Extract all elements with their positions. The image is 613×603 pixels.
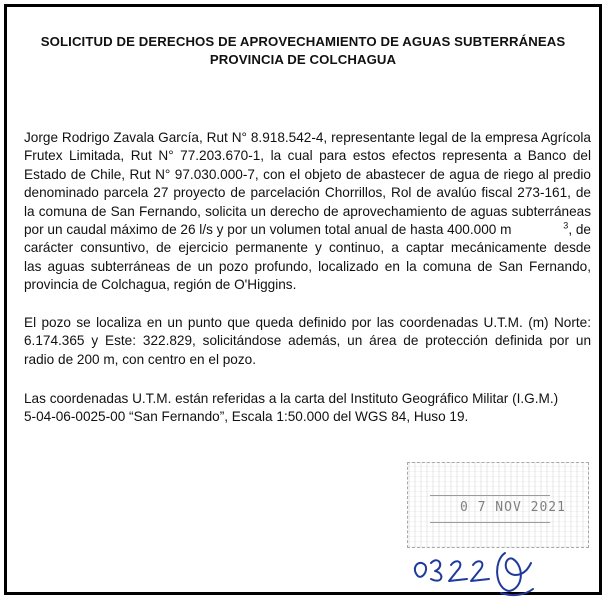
paragraph-line: Frutex Limitada, Rut N° 77.203.670-1, la cual para estos efectos representa a Banco del (24, 148, 591, 164)
handwritten-signature (409, 545, 539, 599)
stamp-date-band (430, 495, 566, 523)
paragraph-line: Jorge Rodrigo Zavala García, Rut N° 8.918.542-4, representante legal de la empresa Agrícola (24, 130, 591, 145)
paragraph-line-volume (24, 221, 591, 239)
volume-after: , de (568, 222, 591, 238)
paragraph-location (24, 314, 591, 369)
paragraph-line: Estado de Chile, Rut N° 97.030.000-7, con el objeto de abastecer de agua de riego al predio (24, 166, 591, 182)
paragraph-line: la comuna de San Fernando, solicita un derecho de aprovechamiento de aguas subterráneas (24, 203, 591, 219)
document-frame (4, 4, 602, 595)
paragraph-line: carácter consuntivo, de ejercicio permanente y continuo, a captar mecánicamente desde (24, 240, 591, 256)
stamp-date: 0 7 NOV 2021 (460, 500, 566, 515)
paragraph-line: provincia de Colchagua, región de O'Higgins. (24, 277, 297, 293)
volume-superscript: 3 (563, 220, 569, 231)
paragraph-line: Las coordenadas U.T.M. están referidas a la carta del Instituto Geográfico Militar (I.G.M.) (24, 391, 559, 406)
document-title (7, 33, 599, 69)
volume-text: por un caudal máximo de 26 l/s y por un volumen total anual de hasta 400.000 m (24, 222, 512, 238)
volume-suffix (563, 221, 591, 239)
paragraph-request (24, 129, 591, 295)
paragraph-line: denominado parcela 27 proyecto de parcelación Chorrillos, Rol de avalúo fiscal 273-161, de (24, 185, 591, 201)
paragraph-line: El pozo se localiza en un punto que queda definido por las coordenadas U.T.M. (m) Norte: (24, 315, 591, 330)
paragraph-line: las aguas subterráneas de un pozo profundo, localizado en la comuna de San Fernando, (24, 258, 591, 274)
paragraph-coordinates-reference (24, 390, 591, 427)
paragraph-line: radio de 200 m, con centro en el pozo. (24, 351, 256, 367)
paragraph-line: 6.174.365 y Este: 322.829, solicitándose además, un área de protección definida por un (24, 333, 591, 349)
title-line-2: PROVINCIA DE COLCHAGUA (209, 52, 397, 67)
title-line-1: SOLICITUD DE DERECHOS DE APROVECHAMIENTO DE AGUAS SUBTERRÁNEAS (40, 34, 566, 49)
paragraph-line: 5-04-06-0025-00 “San Fernando”, Escala 1:50.000 del WGS 84, Huso 19. (24, 409, 469, 425)
reception-stamp (407, 462, 589, 548)
